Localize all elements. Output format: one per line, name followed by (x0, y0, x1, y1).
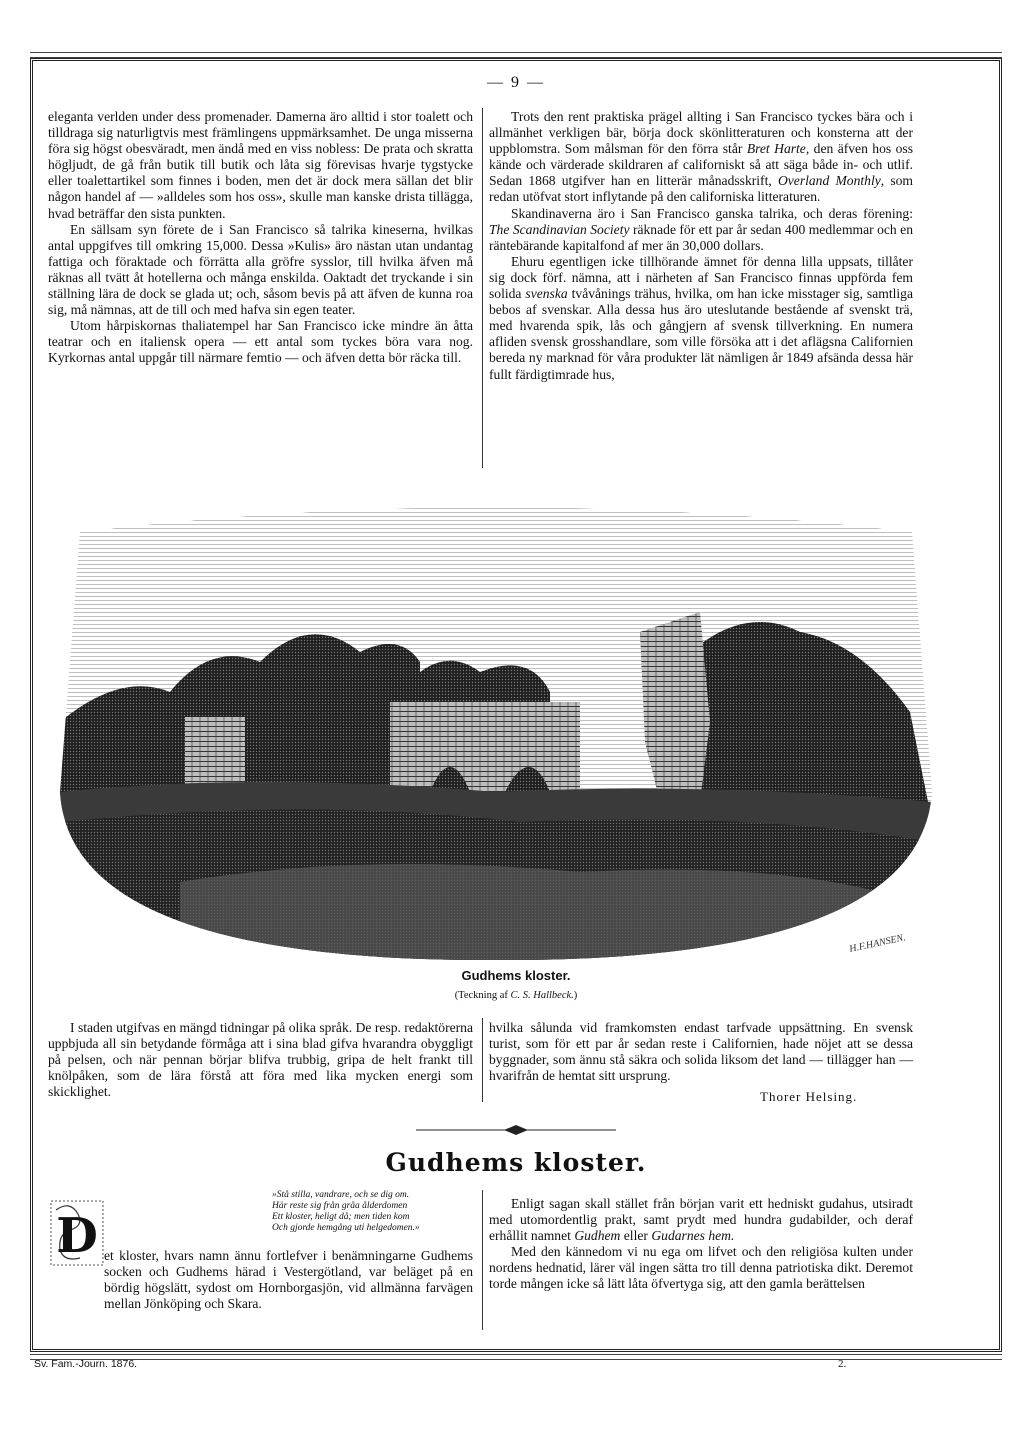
illustration-credit: (Teckning af C. S. Hallbeck.) (454, 990, 578, 1001)
paragraph: I staden utgifvas en mängd tidningar på olika språk. De resp. redaktörerna uppbjuda all sin betydande förmåga att i sina blad gifva hvarandra obyggligt på pelsen, och när pennan börjar blifva trubbig, gripa de helt frankt till knölpåken, som de lära förstå att föra med lika mycken energi som skicklighet. (48, 1020, 473, 1100)
paragraph: hvilka sålunda vid framkomsten endast tarfvade uppsättning. En svensk turist, som för ett par år sedan reste i Californien, hade nöjet att se dessa byggnader, som ännu stå säkra och solida liksom det land — tillägger han — hvarifrån de hemtat sitt ursprung. (489, 1020, 913, 1084)
left-column-top (48, 109, 473, 367)
illustration-caption: Gudhems kloster. (461, 968, 571, 983)
paragraph: Med den kännedom vi nu ega om lifvet och den religiösa kulten under nordens hednatid, lärer väl ingen sätta tro till denna patriotiska dikt. Deremot torde mången icke så lätt låta öfvertyga sig, att den gamla berättelsen (489, 1244, 913, 1292)
paragraph: Ehuru egentligen icke tillhörande ämnet för denna lilla uppsats, tillåter sig dock förf. nämna, att i närheten af San Francisco finnas uppförda fem solida svenska tvåvånings trähus, hvilka, om han icke misstager sig, samtliga bebos af svenskar. Alla dessa hus äro uteslutande bestående af svenskt trä, med hvarenda spik, lås och gångjern af svensk tillverkning. En numera afliden svensk grosshandlare, som ville försöka att i det aflägsna Californien bereda ny marknad för våra produkter lät nämligen år 1849 afsända dessa här fullt färdigtimrade hus, (489, 253, 913, 382)
column-divider (482, 1190, 483, 1330)
footer-signature-mark: 2. (838, 1358, 847, 1370)
frame-bottom-rule (30, 1354, 1002, 1360)
engraver-signature: H.F.HANSEN. (848, 932, 907, 955)
right-column-mid (489, 1020, 913, 1084)
page-number: — 9 — (487, 74, 545, 91)
paragraph: En sällsam syn förete de i San Francisco så talrika kineserna, hvilkas antal uppgifves till omkring 15,000. Dessa »Kulis» äro nästan utan undantag fattiga och föraktade och förrätta alla gröfre sysslor, till hvilka äfven må räknas all tvätt åt hotellerna och många enskilda. Oaktadt det tryckande i sin ställning lära de dock se glada ut; och, såsom bevis på att äfven de kunna roa sig, må nämnas, att de till och med hafva sin egen teater. (48, 221, 473, 318)
divider-ornament (416, 1124, 616, 1136)
paragraph: et kloster, hvars namn ännu fortlefver i benämningarne Gudhems socken och Gudhems härad i Vestergötland, var beläget på en bördig högslätt, sydost om Hornborgasjön, vid allmänna farvägen mellan Jönköping och Skara. (104, 1248, 473, 1312)
column-divider (482, 108, 483, 468)
svg-text:D: D (56, 1208, 98, 1264)
right-column-bottom (489, 1196, 913, 1293)
epigraph: »Stå stilla, vandrare, och se dig om. Här reste sig från gråa ålderdomen Ett kloster, heligt då; men tiden kom Och gjorde hemgång uti helgedomen.» (272, 1190, 420, 1233)
paragraph: Trots den rent praktiska prägel allting i San Francisco tyckes bära och i allmänhet verkligen bär, börja dock skönlitteraturen och konsterna att der uppblomstra. Som målsman för den förra står Bret Harte, den äfven hos oss kände och värderade skildraren af californiskt så att säga både in- och utlif. Sedan 1868 utgifver han en litterär månadsskrift, Overland Monthly, som redan utöfvat stort inflytande på den californiska litteraturen. (489, 109, 913, 205)
left-column-mid (48, 1020, 473, 1100)
paragraph: eleganta verlden under dess promenader. Damerna äro alltid i stor toalett och tilldraga sig naturligtvis mest främlingens uppmärksamhet. De unga misserna föra sig högst obesväradt, men ändå med en viss nobless: De prata och skratta högljudt, de gå från butik till butik och låta sig förevisas hvarje tygstycke eller toalettartikel som finnes i boden, men det är dock mera sällan det blir någon handel af — »alldeles som hos oss», skulle man kanske drista tillägga, hvad beträffar den sista punkten. (48, 109, 473, 221)
left-column-bottom (104, 1248, 473, 1312)
magazine-name: Overland Monthly (777, 173, 881, 189)
column-divider (482, 1018, 483, 1102)
paragraph: Skandinaverna äro i San Francisco ganska talrika, och deras förening: The Scandinavian Society räknade för ett par år sedan 400 medlemmar och en räntebärande kapitalfond af mer än 30,000 dollars. (489, 205, 913, 253)
right-column-top (489, 109, 913, 383)
dropcap-initial (50, 1200, 104, 1266)
paragraph: Enligt sagan skall stället från början varit ett hedniskt gudahus, utsiradt med utomordentlig prakt, samt prydt med hundra gudabilder, och deraf erhållit namnet Gudhem eller Gudarnes hem. (489, 1196, 913, 1244)
society-name: The Scandinavian Society (489, 221, 630, 237)
author-signature: Thorer Helsing. (760, 1089, 858, 1104)
footer-journal: Sv. Fam.-Journ. 1876. (34, 1358, 138, 1370)
author-name: Bret Harte (746, 141, 806, 157)
ruin-arches (390, 702, 580, 792)
gudhems-kloster-engraving (60, 492, 932, 964)
article-title: Gudhems kloster. (385, 1148, 647, 1177)
paragraph: Utom hårpiskornas thaliatempel har San Francisco icke mindre än åtta teatrar och en italiensk opera — ett antal som tyckes böra vara nog. Kyrkornas antal uppgår till närmare femtio — och äfven detta bör räcka till. (48, 318, 473, 366)
